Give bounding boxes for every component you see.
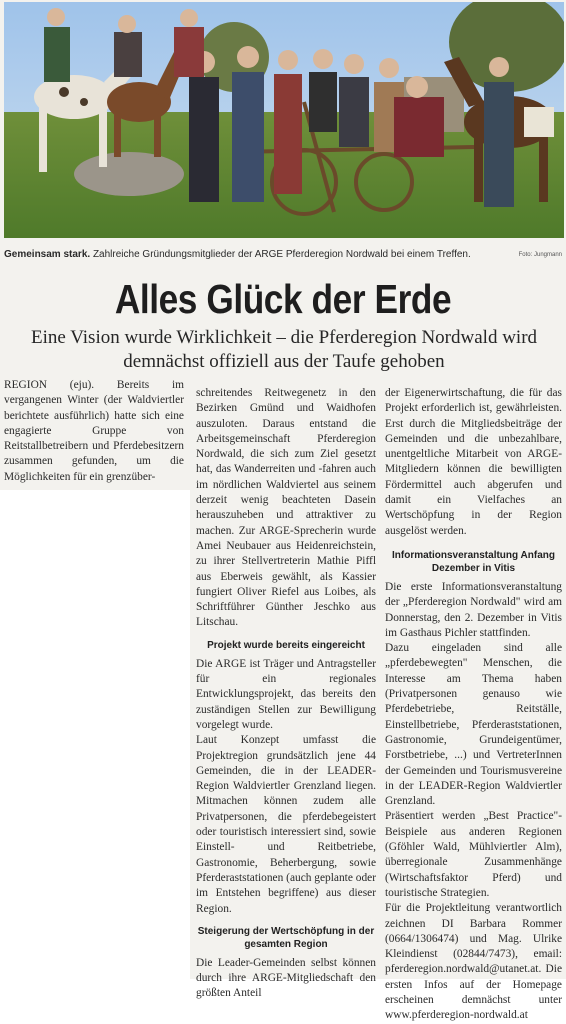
subhead-line-1: Eine Vision wurde Wirklichkeit – die Pferderegion Nordwald wird bbox=[30, 327, 538, 348]
paragraph: Präsentiert werden „Best Practice"-Beispiele aus anderen Regionen (Gföhler Wald, Mühlviertler Alm), überregionale Zusammenhänge (Wirtschaftsfaktor Pferd) und touristische Strategien. bbox=[385, 810, 562, 899]
photo-caption bbox=[4, 249, 564, 265]
article-column-1 bbox=[4, 378, 184, 485]
group-photo bbox=[4, 2, 564, 238]
paragraph: Laut Konzept umfasst die Projektregion grundsätzlich jene 44 Gemeinden, die in der LEADER-Region Waldviertler Grenzland liegen. Mitmachen können zudem alle Privatpersonen, die pferdebegeistert oder touristisch interessiert sind, sowie Einstell- und Reitbetriebe, Gastronomie, Beherbergung, sowie Pferderaststationen (auch geplante oder im Entstehen begriffene) aus dieser Region. bbox=[196, 734, 376, 915]
section-heading: Informationsveranstaltung Anfang Dezember in Vitis bbox=[392, 549, 555, 574]
article-column-3 bbox=[385, 386, 562, 1024]
photo-credit: Foto: Jungmann bbox=[518, 252, 562, 258]
paragraph: Für die Projektleitung verantwortlich zeichnen DI Barbara Rommer (0664/1306474) und Mag. Ulrike Kleindienst (02844/7473), email: pferderegion.nordwald@utanet.at. Die ersten Infos auf der Homepage erscheinen demnächst unter www.pferderegion-nordwald.at bbox=[385, 902, 562, 1022]
section-heading: Steigerung der Wertschöpfung in der gesamten Region bbox=[197, 925, 375, 950]
paragraph: Die ARGE ist Träger und Antragsteller für ein regionales Entwicklungsprojekt, das bereits den zuständigen Stellen zur Bewilligung vorgelegt wurde. bbox=[196, 657, 376, 731]
subhead-line-2: demnächst offiziell aus der Taufe gehoben bbox=[123, 351, 445, 372]
paragraph: der Eigenerwirtschaftung, die für das Projekt erforderlich ist, gewährleisten. Erst durch die Mitgliedsbeiträge der Gemeinden und die unbezahlbare, unentgeltliche Mitarbeit von ARGE-Mitgliedern können die bewilligten Fördermittel auch abgerufen und damit ein Vielfaches an Wertschöpfung in der Region ausgelöst werden. bbox=[385, 387, 562, 537]
blank-area bbox=[0, 490, 190, 979]
paragraph: schreitendes Reitwegenetz in den Bezirken Gmünd und Waidhofen auszuloten. Daraus entstand die Arbeitsgemeinschaft Pferderegion Nordwald, die sich zum Ziel gesetzt hat, das Wanderreiten und -fahren auch im nördlichen Waldviertel aus seinem derzeit wenig beachteten Dasein herauszuheben und attraktiver zu machen. Zur ARGE-Sprecherin wurde Amei Neubauer aus Heidenreichstein, zu ihrer Stellvertreterin Mathie Piffl aus Eberweis gewählt, als Kassier fungiert Oliver Riefel aus Loibes, als Schriftführer Günther Jeschko aus Litschau. bbox=[196, 387, 376, 629]
section-heading: Projekt wurde bereits eingereicht bbox=[207, 639, 365, 651]
caption-text: Zahlreiche Gründungsmitglieder der ARGE Pferderegion Nordwald bei einem Treffen. bbox=[92, 249, 471, 260]
paragraph: Die Leader-Gemeinden selbst können durch ihre ARGE-Mitgliedschaft den größten Anteil bbox=[196, 956, 376, 1000]
paragraph: Die erste Informationsveranstaltung der „Pferderegion Nordwald" wird am Donnerstag, den 2. Dezember in Vitis im Gasthaus Pichler stattfinden. bbox=[385, 580, 562, 639]
caption-bold: Gemeinsam stark. bbox=[4, 249, 91, 260]
headline: Alles Glück der Erde bbox=[114, 276, 452, 322]
paragraph: Dazu eingeladen sind alle „pferdebewegten" Menschen, die Interesse am Thema haben (Privatpersonen genauso wie Pferdebetriebe, Reitställe, Einstellbetriebe, Pferderaststationen, Gastronomie, Grundeigentümer, Forstbetriebe, ...) und VertreterInnen der Gemeinden und Tourismusvereine in der LEADER-Region Waldviertler Grenzland. bbox=[385, 642, 562, 808]
article-column-2 bbox=[196, 386, 376, 1002]
subheadline bbox=[8, 326, 560, 374]
paragraph: REGION (eju). Bereits im vergangenen Winter (der Waldviertler berichtete ausführlich) hatte sich eine engagierte Gruppe von Reitstallbetreibern und Pferdebesitzern zusammen gefunden, um die Möglichkeiten für ein grenzüber- bbox=[4, 379, 184, 483]
